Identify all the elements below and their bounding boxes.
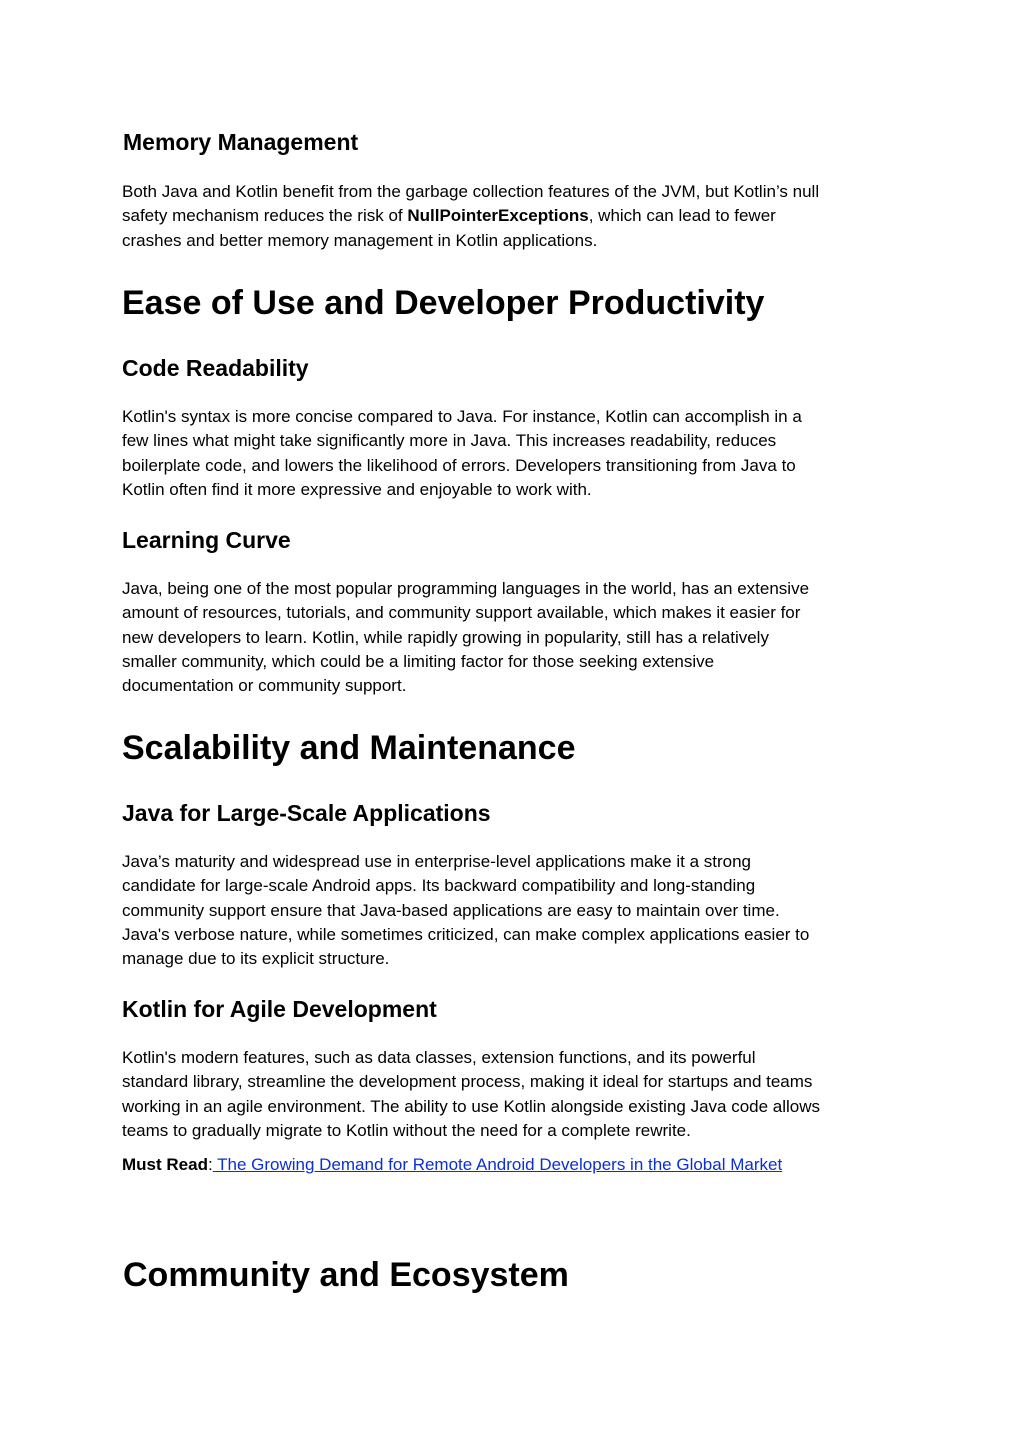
- paragraph-line: Java, being one of the most popular programming languages in the world, has an extensive: [122, 579, 810, 598]
- paragraph-line: [122, 204, 912, 228]
- paragraph-line: standard library, streamline the development process, making it ideal for startups and teams: [122, 1072, 813, 1092]
- paragraph-line: Both Java and Kotlin benefit from the garbage collection features of the JVM, but Kotlin’s null: [122, 182, 820, 201]
- paragraph-line: working in an agile environment. The ability to use Kotlin alongside existing Java code allows: [122, 1096, 821, 1116]
- paragraph-line: amount of resources, tutorials, and community support available, which makes it easier for: [122, 603, 801, 623]
- paragraph-line: Java’s maturity and widespread use in enterprise-level applications make it a strong: [122, 852, 752, 871]
- paragraph-line: documentation or community support.: [122, 676, 407, 696]
- paragraph-line: Kotlin often find it more expressive and enjoyable to work with.: [122, 479, 592, 499]
- paragraph-line: Java's verbose nature, while sometimes criticized, can make complex applications easier to: [122, 924, 810, 944]
- must-read-colon: :: [207, 1155, 213, 1174]
- must-read-link[interactable]: The Growing Demand for Remote Android Developers in the Global Market: [212, 1155, 783, 1174]
- paragraph-java-large-scale: [122, 850, 912, 971]
- paragraph-learning-curve: [122, 577, 912, 698]
- paragraph-line: Kotlin's syntax is more concise compared to Java. For instance, Kotlin can accomplish in a: [122, 407, 802, 426]
- paragraph-line: few lines what might take significantly more in Java. This increases readability, reduces: [122, 431, 777, 451]
- heading-scalability-maintenance: Scalability and Maintenance: [122, 729, 576, 767]
- bold-term-nullpointerexceptions: NullPointerExceptions: [407, 206, 589, 226]
- paragraph-line: teams to gradually migrate to Kotlin without the need for a complete rewrite.: [122, 1120, 691, 1140]
- paragraph-line: candidate for large-scale Android apps. Its backward compatibility and long-standing: [122, 876, 756, 896]
- text-run: safety mechanism reduces the risk of: [122, 206, 408, 226]
- paragraph-line: smaller community, which could be a limiting factor for those seeking extensive: [122, 651, 715, 671]
- paragraph-code-readability: [122, 405, 912, 502]
- paragraph-line: manage due to its explicit structure.: [122, 949, 390, 969]
- must-read-line: [122, 1153, 912, 1177]
- paragraph-line: new developers to learn. Kotlin, while rapidly growing in popularity, still has a relatively: [122, 627, 769, 647]
- heading-memory-management: Memory Management: [123, 129, 359, 155]
- paragraph-line: community support ensure that Java-based applications are easy to maintain over time.: [122, 900, 780, 920]
- heading-learning-curve: Learning Curve: [122, 527, 291, 553]
- must-read-label: Must Read: [122, 1155, 208, 1174]
- paragraph-line: crashes and better memory management in Kotlin applications.: [122, 230, 598, 250]
- paragraph-line: Kotlin's modern features, such as data classes, extension functions, and its powerful: [122, 1048, 756, 1067]
- paragraph-line: boilerplate code, and lowers the likelihood of errors. Developers transitioning from Java to: [122, 455, 796, 475]
- paragraph-memory-management: [122, 180, 912, 253]
- paragraph-kotlin-agile: [122, 1046, 912, 1143]
- heading-kotlin-agile: Kotlin for Agile Development: [122, 996, 437, 1022]
- text-run: , which can lead to fewer: [588, 206, 776, 226]
- heading-java-large-scale: Java for Large-Scale Applications: [122, 800, 491, 826]
- heading-code-readability: Code Readability: [122, 355, 309, 381]
- heading-community-ecosystem: Community and Ecosystem: [123, 1256, 569, 1294]
- heading-ease-of-use: Ease of Use and Developer Productivity: [122, 284, 765, 322]
